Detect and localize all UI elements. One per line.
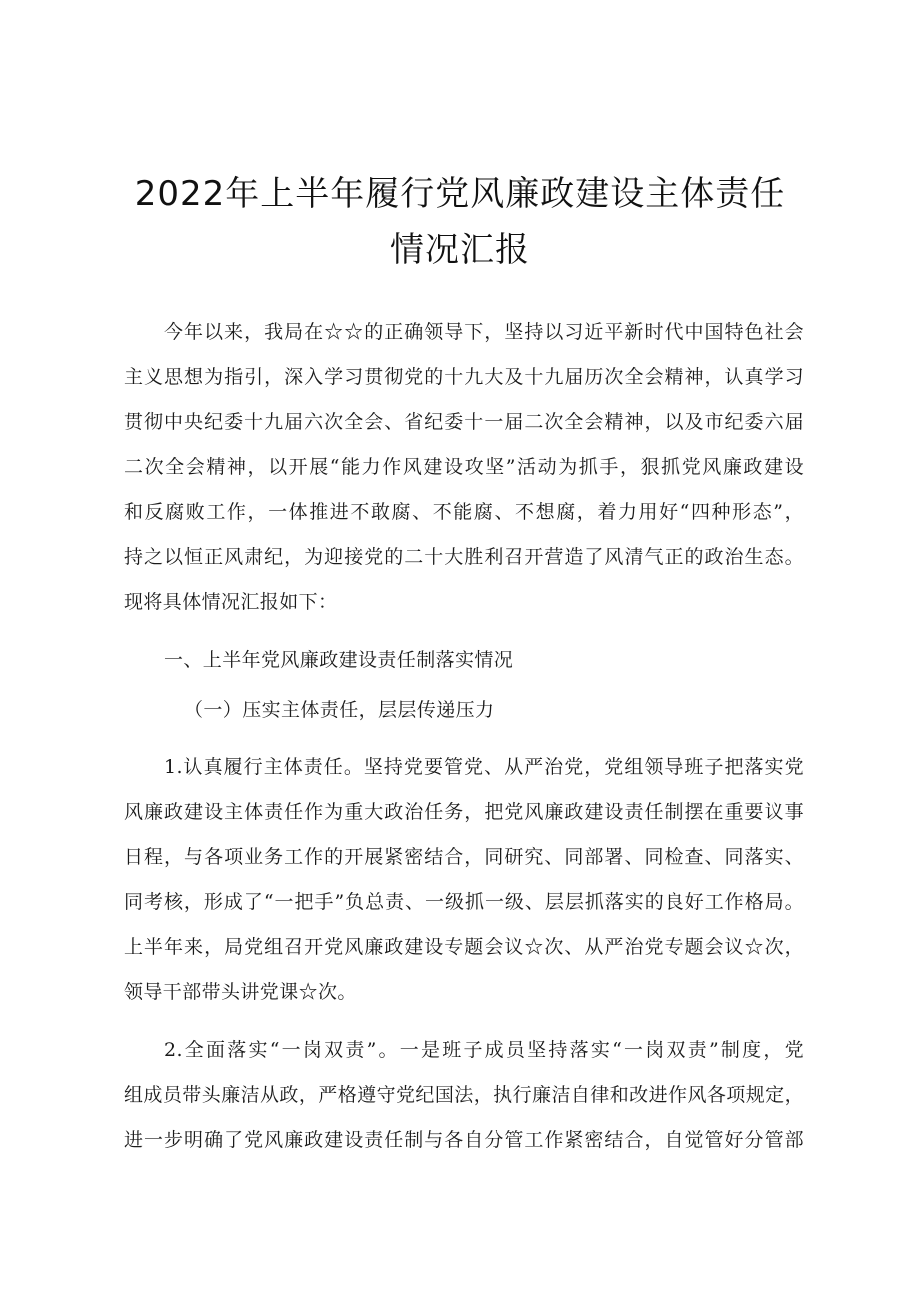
section-heading: 一、上半年党风廉政建设责任制落实情况 [164,649,514,671]
item2-line: 组成员带头廉洁从政，严格遵守党纪国法，执行廉洁自律和改进作风各项规定， [124,1084,804,1106]
document-title-line-2: 情况汇报 [390,230,530,270]
intro-line: 现将具体情况汇报如下： [124,591,338,613]
subsection-heading: （一）压实主体责任，层层传递压力 [184,699,495,721]
item1-line: 上半年来，局党组召开党风廉政建设专题会议☆次、从严治党专题会议☆次， [124,936,804,958]
intro-line: 二次全会精神，以开展“能力作风建设攻坚”活动为抓手，狠抓党风廉政建设 [124,456,804,478]
item1-line: 日程，与各项业务工作的开展紧密结合，同研究、同部署、同检查、同落实、 [124,846,804,868]
item2-line: 2.全面落实“一岗双责”。一是班子成员坚持落实“一岗双责”制度，党 [164,1039,804,1061]
item1-line: 领导干部带头讲党课☆次。 [124,981,357,1003]
intro-line: 持之以恒正风肃纪，为迎接党的二十大胜利召开营造了风清气正的政治生态。 [124,546,804,568]
intro-line: 主义思想为指引，深入学习贯彻党的十九大及十九届历次全会精神，认真学习 [124,366,804,388]
item2-line: 进一步明确了党风廉政建设责任制与各自分管工作紧密结合，自觉管好分管部 [124,1129,804,1151]
item1-line: 同考核，形成了“一把手”负总责、一级抓一级、层层抓落实的良好工作格局。 [124,891,804,913]
item1-line: 风廉政建设主体责任作为重大政治任务，把党风廉政建设责任制摆在重要议事 [124,801,804,823]
intro-line: 贯彻中央纪委十九届六次全会、省纪委十一届二次全会精神，以及市纪委六届 [124,411,804,433]
document-title-line-1: 2022年上半年履行党风廉政建设主体责任 [134,174,786,214]
item1-line: 1.认真履行主体责任。坚持党要管党、从严治党，党组领导班子把落实党 [164,756,804,778]
intro-line: 今年以来，我局在☆☆的正确领导下，坚持以习近平新时代中国特色社会 [164,321,804,343]
intro-line: 和反腐败工作，一体推进不敢腐、不能腐、不想腐，着力用好“四种形态”， [124,501,804,523]
